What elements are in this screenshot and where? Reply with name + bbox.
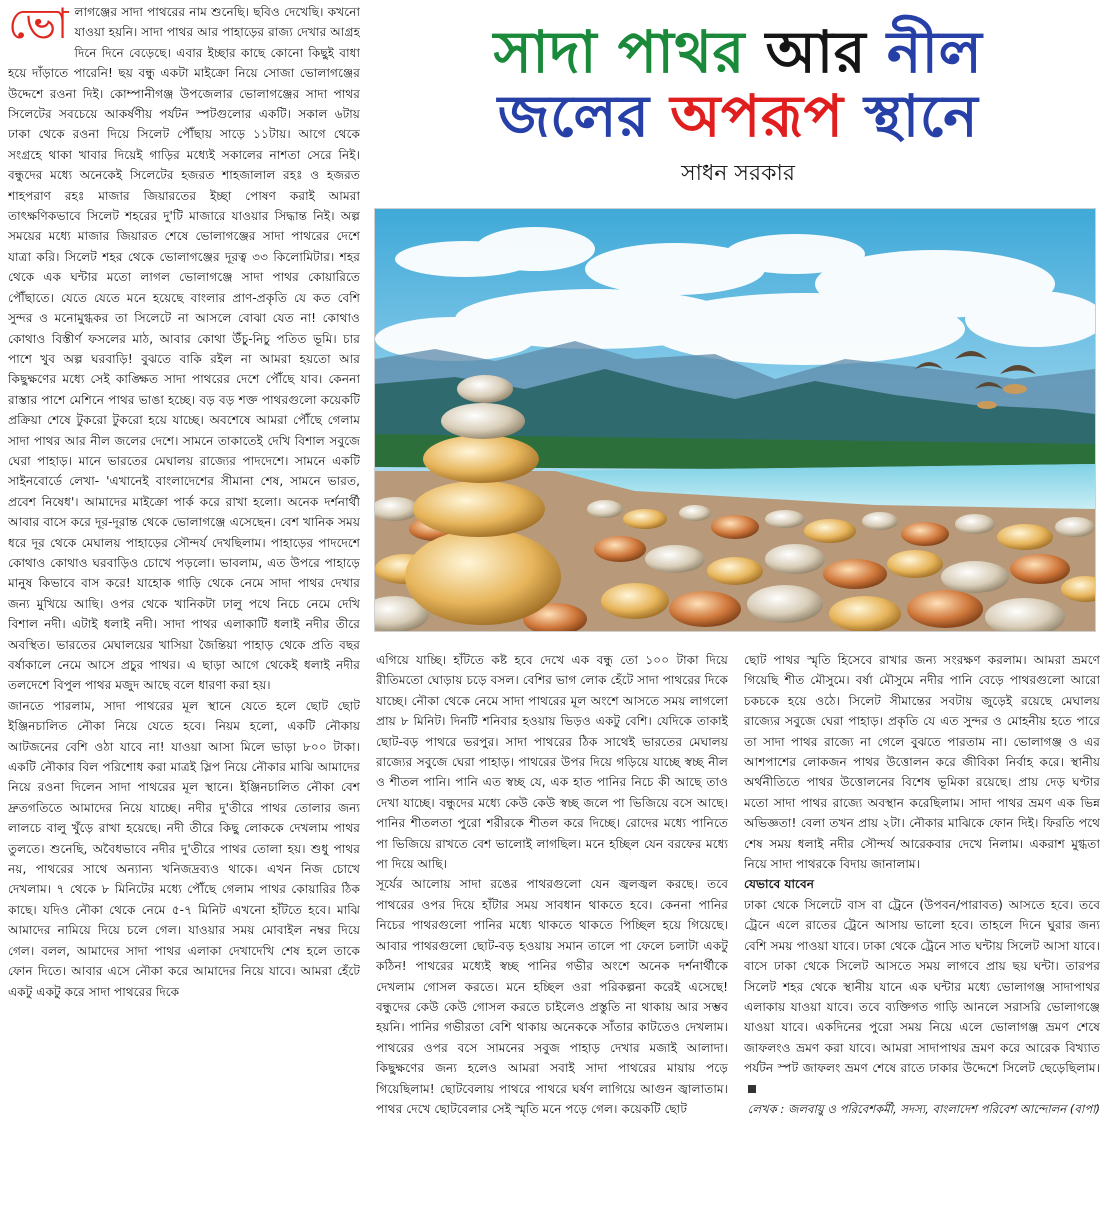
title-word: জলের bbox=[497, 82, 650, 150]
article-paragraph bbox=[744, 895, 1100, 1099]
article-title bbox=[376, 20, 1100, 148]
article-paragraph-text: ঢাকা থেকে সিলেটে বাস বা ট্রেনে (উপবন/পারাবত) আসতে হবে। তবে ট্রেনে এলে রাতের ট্রেনে আসায় ভালো হবে। তাহলে দিনে ঘুরার জন্য বেশি সময় পাওয়া যাবে। ঢাকা থেকে ট্রেনে সাত ঘন্টায় সিলেট আসা যাবে। বাসে ঢাকা থেকে সিলেট আসতে সময় লাগবে প্রায় ছয় ঘন্টা। তারপর সিলেট শহর থেকে স্থানীয় যানে এক ঘন্টার মধ্যে ভোলাগঞ্জ সাদাপাথর এলাকায় যাওয়া যাবে। তবে ব্যক্তিগত গাড়ি আনলে সরাসরি ভোলাগঞ্জে যাওয়া যাবে। একদিনের পুরো সময় নিয়ে এলে ভোলাগঞ্জ ভ্রমণ শেষে জাফলংও ভ্রমণ করা যাবে। আমরা সাদাপাথর ভ্রমণ করে আরেক বিখ্যাত পর্যটন স্পট জাফলং ভ্রমণ শেষে রাতে ঢাকার উদ্দেশে সিলেট ছেড়েছিলাম। bbox=[744, 897, 1100, 1076]
title-word: স্থানে bbox=[864, 82, 979, 150]
article-paragraph: সূর্যের আলোয় সাদা রঙের পাথরগুলো যেন জ্বলজ্বল করছে। তবে পাথরের ওপর দিয়ে হাঁটার সময় সাবধান থাকতে হবে। কেননা পানির নিচের পাথরগুলো পানির মধ্যে থাকতে থাকতে পিচ্ছিল হয়ে গিয়েছে। আবার পাথরগুলো ছোট-বড় হওয়ায় সমান তালে পা ফেলে চলাটা একটু কঠিন! পাথরের মধ্যেই স্বচ্ছ পানির গভীর অংশে অনেক দর্শনার্থীকে দেখলাম গোসল করতে। মনে হচ্ছিল ওরা পরিকল্পনা করেই এসেছে! বন্ধুদের কেউ কেউ গোসল করতে চাইলেও প্রস্তুতি না থাকায় আর সম্ভব হয়নি। পানির গভীরতা বেশি থাকায় অনেককে সাঁতার কাটতেও দেখলাম। পাথরের ওপর বসে সামনের সবুজ পাহাড় দেখার মজাই আলাদা। কিছুক্ষণের জন্য হলেও আমরা সবাই সাদা পাথরের মায়ায় পড়ে গিয়েছিলাম! ছোটবেলায় পাথরে পাথরে ঘর্ষণ লাগিয়ে আগুন জ্বালাতাম। পাথর দেখে ছোটবেলার সেই স্মৃতি মনে পড়ে গেল। কয়েকটি ছোট bbox=[376, 877, 728, 1116]
author-byline: সাধন সরকার bbox=[681, 161, 795, 186]
article-column-1 bbox=[8, 2, 360, 1222]
article-paragraph: এগিয়ে যাচ্ছি। হাঁটতে কষ্ট হবে দেখে এক বন্ধু তো ১০০ টাকা দিয়ে রীতিমতো ঘোড়ায় চড়ে বসল। বেশির ভাগ লোক হেঁটে সাদা পাথরের দিকে যাচ্ছে। নৌকা থেকে নেমে সাদা পাথরের মূল অংশে আসতে সময় লাগলো প্রায় ৮ মিনিট। দিনটি শনিবার হওয়ায় ভিড়ও একটু বেশি। যেদিকে তাকাই ছোট-বড় পাথরে ভরপুর। সাদা পাথরের ঠিক সাথেই ভারতের মেঘালয় রাজ্যের সবুজে ঘেরা পাহাড়। পাথরের উপর দিয়ে গড়িয়ে যাচ্ছে স্বচ্ছ নীল ও শীতল পানি। পানি এত স্বচ্ছ যে, এক হাত পানির নিচে কী আছে তাও দেখা যাচ্ছে। বন্ধুদের মধ্যে কেউ কেউ স্বচ্ছ জলে পা ভিজিয়ে বসে আছে। পানির শীতলতা পুরো শরীরকে শীতল করে দিচ্ছে। রোদের মধ্যে পানিতে পা ভিজিয়ে রাখতে বেশ ভালোই লাগছিল। মনে হচ্ছিল যেন বরফের মধ্যে পা দিয়ে আছি। bbox=[376, 653, 728, 872]
title-word: অপরূপ bbox=[670, 82, 844, 150]
title-word: নীল bbox=[886, 18, 983, 86]
title-word: আর bbox=[765, 18, 867, 86]
landscape-illustration bbox=[375, 209, 1095, 631]
article-column-2 bbox=[376, 650, 728, 1222]
title-word: সাদা পাথর bbox=[493, 18, 745, 86]
article-photo bbox=[374, 208, 1096, 632]
article-paragraph: ছোট পাথর স্মৃতি হিসেবে রাখার জন্য সংরক্ষণ করলাম। আমরা ভ্রমণে গিয়েছি শীত মৌসুমে। বর্ষা মৌসুমে নদীর পানি বেড়ে পাথরগুলো আরো চকচকে হয়ে ওঠে। সিলেট সীমান্তের সবটায় জুড়েই রয়েছে মেঘালয় রাজ্যের সবুজে ঘেরা পাহাড়। প্রকৃতি যে এত সুন্দর ও মোহনীয় হতে পারে তা সাদা পাথর রাজ্যে না গেলে বুঝতে পারতাম না। ভোলাগঞ্জ ও এর আশপাশের লোকজন পাথর উত্তোলন করে জীবিকা নির্বাহ করে। স্থানীয় অর্থনীতিতে পাথর উত্তোলনের বিশেষ ভূমিকা রয়েছে। প্রায় দেড় ঘণ্টার মতো সাদা পাথর রাজ্যে অবস্থান করেছিলাম। সাদা পাথর ভ্রমণ এক ভিন্ন অভিজ্ঞতা! বেলা তখন প্রায় ২টা। নৌকার মাঝিকে ফোন দিই। ফিরতি পথে শেষ সময় ধলাই নদীর সৌন্দর্য আরেকবার দেখে নিলাম। একরাশ মুগ্ধতা নিয়ে সাদা পাথরকে বিদায় জানালাম। bbox=[744, 653, 1100, 872]
article-paragraph: জানতে পারলাম, সাদা পাথরের মূল স্থানে যেতে হলে ছোট ছোট ইঞ্জিনচালিত নৌকা নিয়ে যেতে হবে। নিয়ম হলো, একটি নৌকায় আটজনের বেশি ওঠা যাবে না! যাওয়া আসা মিলে ভাড়া ৮০০ টাকা। একটি নৌকার বিল পরিশোধ করা মাত্রই স্লিপ নিয়ে নৌকার মাঝি আমাদের নিয়ে রওনা দিলেন সাদা পাথরের মূল স্থানে। ইঞ্জিনচালিত নৌকা বেশ দ্রুতগতিতে আমাদের নিয়ে যাচ্ছে। নদীর দু'তীরে পাথর তোলার জন্য লালচে বালু খুঁড়ে রাখা হয়েছে। নদী তীরে কিছু লোককে দেখলাম পাথর তুলতে। শুনেছি, অবৈধভাবে নদীর দু'তীরে পাথর তোলা হয়। শুধু পাথর নয়, পাথরের সাথে অন্যান্য খনিজদ্রব্যও থাকে। এখন নিজ চোখে দেখলাম। ৭ থেকে ৮ মিনিটের মধ্যে পৌঁছে গেলাম পাথর কোয়ারির ঠিক কাছে। যদিও নৌকা থেকে নেমে ৫-৭ মিনিট এখনো হাঁটতে হবে। মাঝি আমাদের নামিয়ে দিয়ে চলে গেল। যাওয়ার সময় মোবাইল নম্বর দিয়ে গেল। বলল, আমাদের সাদা পাথর এলাকা দেখাদেখি শেষ হলে তাকে ফোন দিতে। আবার এসে নৌকা করে আমাদের নিয়ে যাবে। আমরা হেঁটে একটু একটু করে সাদা পাথরের দিকে bbox=[8, 698, 360, 999]
end-mark-icon bbox=[748, 1085, 756, 1093]
how-to-go-heading: যেভাবে যাবেন bbox=[744, 877, 815, 892]
article-paragraph: লাগঞ্জের সাদা পাথরের নাম শুনেছি। ছবিও দেখেছি। কখনো যাওয়া হয়নি। সাদা পাথর আর পাহাড়ের রাজ্য দেখার আগ্রহ দিনে দিনে বেড়েছে। এবার ইচ্ছার কাছে কোনো কিছুই বাধা হয়ে দাঁড়াতে পারেনি! ছয় বন্ধু একটা মাইক্রো নিয়ে সোজা ভোলাগঞ্জের উদ্দেশে রওনা দিই। কোম্পানীগঞ্জ উপজেলার ভোলাগঞ্জের সাদা পাথর সিলেটের সবচেয়ে আকর্ষণীয় পর্যটন স্পটগুলোর একটি। সকাল ৬টায় ঢাকা থেকে রওনা দিয়ে সিলেট পৌঁছায় সাড়ে ১১টায়। আগে থেকে সংগ্রহে থাকা খাবার দিয়েই গাড়ির মধ্যেই সকালের নাশতা সেরে নিই। বন্ধুদের মধ্যে অনেকেই সিলেটের হজরত শাহজালাল রহঃ ও হজরত শাহপরাণ রহঃ মাজার জিয়ারতের ইচ্ছা পোষণ করাই আমরা তাৎক্ষণিকভাবে সিলেট শহরের দু'টি মাজারে যাওয়ার সিদ্ধান্ত নিই। অল্প সময়ের মধ্যে মাজার জিয়ারত শেষে ভোলাগঞ্জের সাদা পাথরের দেশে যাত্রা করি। সিলেট শহর থেকে ভোলাগঞ্জের দূরত্ব ৩৩ কিলোমিটার। শহর থেকে এক ঘন্টার মতো লাগল ভোলাগঞ্জে সাদা পাথর কোয়ারিতে পৌঁছাতে। যেতে যেতে মনে হয়েছে বাংলার প্রাণ-প্রকৃতি যে কত বেশি সুন্দর ও মনোমুগ্ধকর তা সিলেটে না আসলে বোঝা যেত না! কোথাও কোথাও বিস্তীর্ণ ফসলের মাঠ, আবার কোথা উঁচু-নিচু পতিত ভূমি। চার পাশে খুব অল্প ঘরবাড়ি! বুঝতে বাকি রইল না আমরা হয়তো আর কিছুক্ষণের মধ্যে সেই কাঙ্ক্ষিত সাদা পাথরের দেশে পৌঁছে যাব। কেননা রাস্তার পাশে মেশিনে পাথর ভাঙা হচ্ছে। বড় বড় শক্ত পাথরগুলো কয়েকটি প্রক্রিয়া শেষে টুকরো টুকরো হয়ে যাচ্ছে। অবশেষে আমরা পৌঁছে গেলাম সাদা পাথর আর নীল জলের দেশে। সামনে তাকাতেই দেখি বিশাল সবুজে ঘেরা পাহাড়। মানে ভারতের মেঘালয় রাজ্যের পাদদেশে। সামনে একটি সাইনবোর্ডে লেখা- 'এখানেই বাংলাদেশের সীমানা শেষ, সামনে ভারত, প্রবেশ নিষেধ'। আমাদের মাইক্রো পার্ক করে রাখা হলো। অনেক দর্শনার্থী আবার বাসে করে দূর-দূরান্ত থেকে ভোলাগঞ্জে এসেছেন। বেশ খানিক সময় ধরে দূর থেকে মেঘালয় পাহাড়ের সৌন্দর্য দেখছিলাম। পাহাড়ের পাদদেশে কোথাও কোথাও ঘরবাড়িও চোখে পড়লো। ভাবলাম, এত উপরে পাহাড়ে মানুষ কিভাবে বাস করে! যাহোক গাড়ি থেকে নেমে সাদা পাথর দেখার জন্য মুখিয়ে আছি। ওপর থেকে খানিকটা ঢালু পথে নিচে নেমে দেখি বিশাল নদী। এটাই ধলাই নদী। সাদা পাথর এলাকাটি ধলাই নদীর তীরে অবস্থিত। ভারতের মেঘালয়ের খাসিয়া জৈন্তিয়া পাহাড় থেকে প্রতি বছর বর্ষাকালে নেমে আসে প্রচুর পাথর। এ ছাড়া আগে থেকেই ধলাই নদীর তলদেশে বিপুল পাথর মজুদ আছে বলে ধারণা করা হয়। bbox=[8, 5, 360, 693]
drop-cap: ভো bbox=[8, 2, 69, 48]
article-column-3 bbox=[744, 650, 1100, 1222]
writer-note: লেখক : জলবায়ু ও পরিবেশকর্মী, সদস্য, বাংলাদেশ পরিবেশ আন্দোলন (বাপা) bbox=[747, 1101, 1100, 1116]
